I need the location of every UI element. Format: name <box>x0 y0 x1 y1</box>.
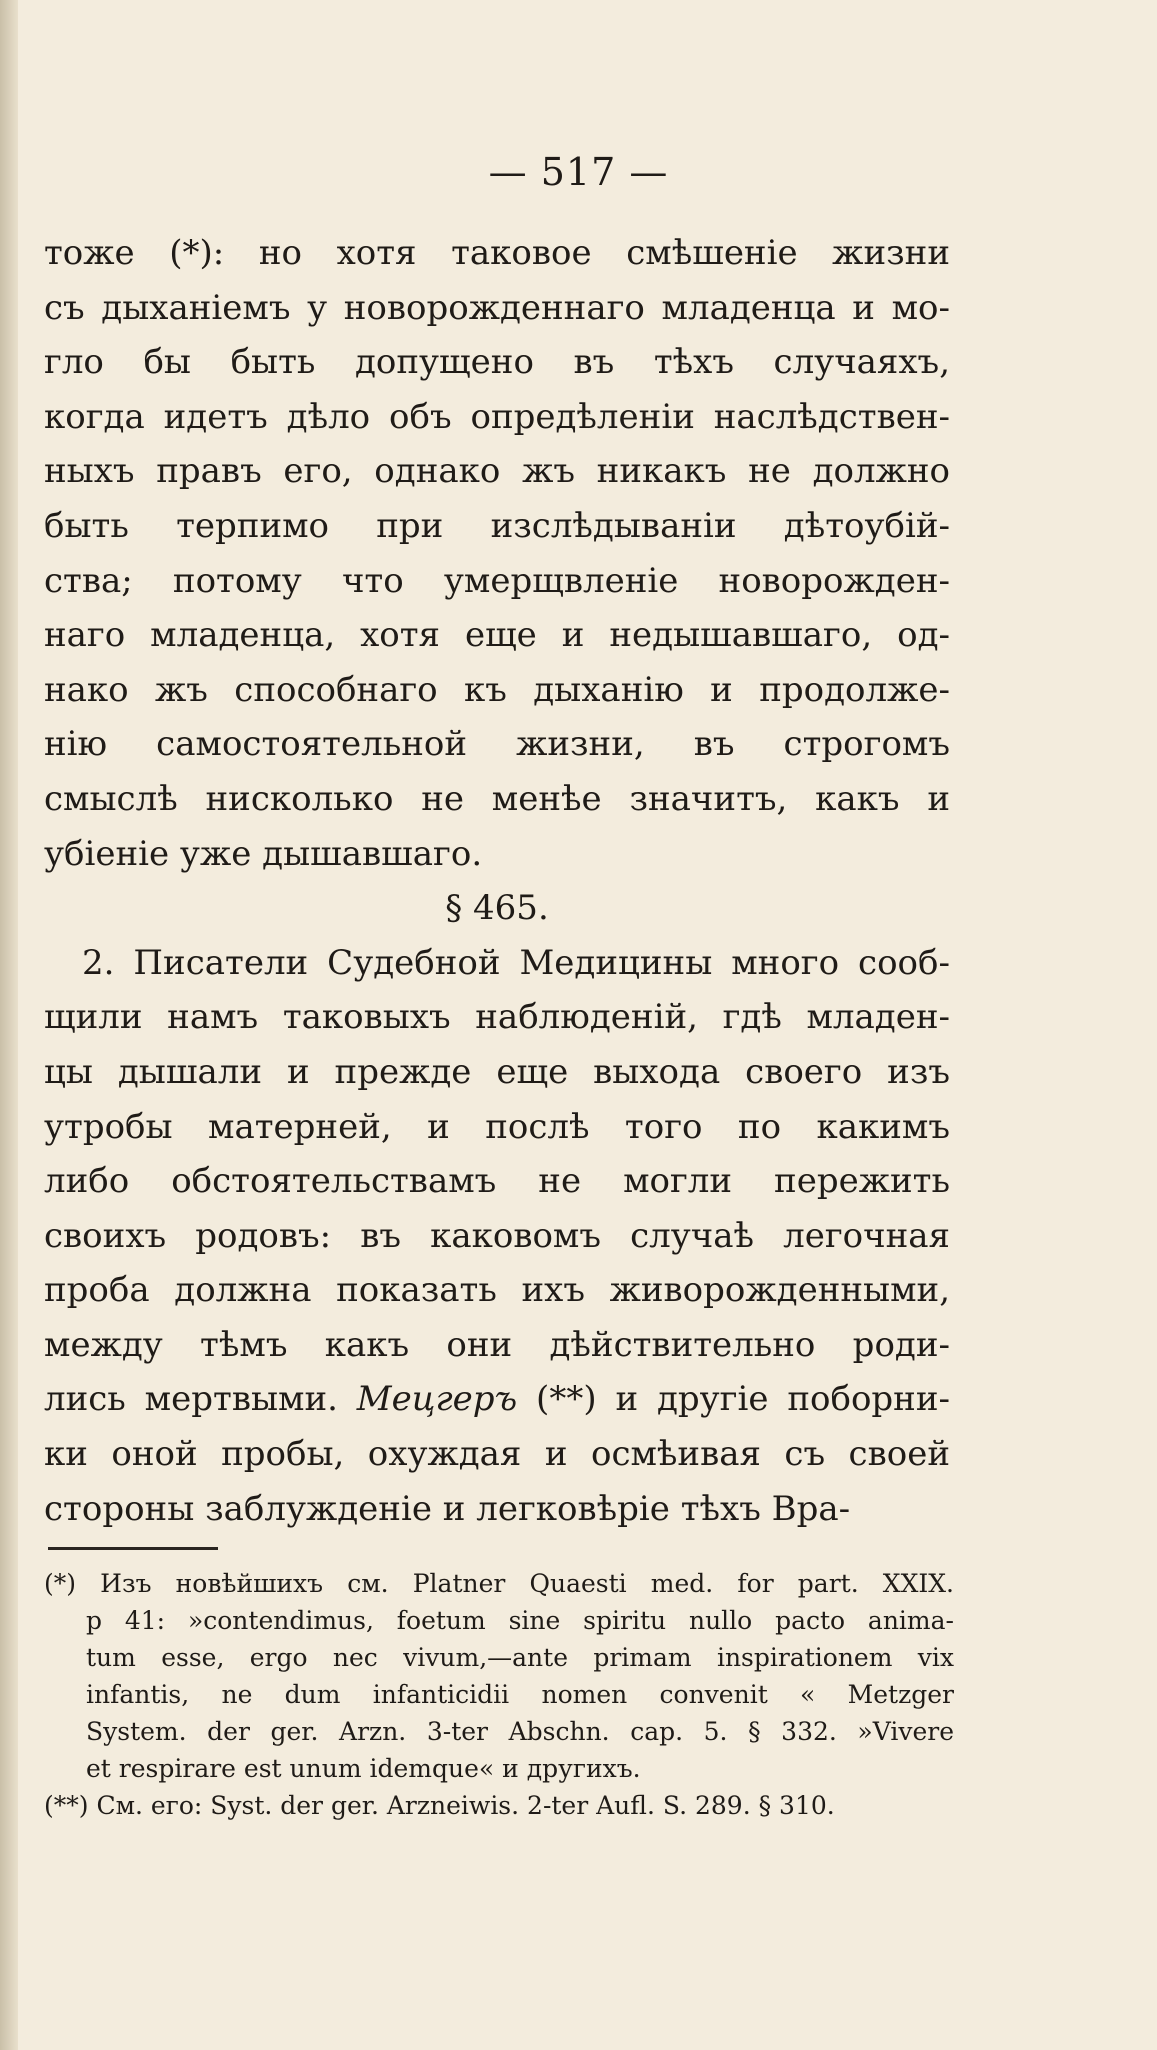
text-line: нію самостоятельной жизни, въ строгомъ <box>44 724 950 765</box>
text-line: ства; потому что умерщвленіе новорожден- <box>44 560 950 601</box>
text-line: ки оной пробы, охуждая и осмѣивая съ своей <box>44 1434 950 1475</box>
page-number: — 517 — <box>488 150 669 194</box>
text-line: когда идетъ дѣло объ опредѣленіи наслѣдствен- <box>44 396 950 437</box>
text-line: утробы матерней, и послѣ того по какимъ <box>44 1106 950 1147</box>
text-line: тоже (*): но хотя таковое смѣшеніе жизни <box>44 233 950 273</box>
text-line: стороны заблужденіе и легковѣріе тѣхъ Вра- <box>44 1488 851 1529</box>
text-line: съ дыханіемъ у новорожденнаго младенца и мо- <box>44 287 950 328</box>
text-fragment: лись мертвыми. <box>44 1379 357 1420</box>
footnote-line: p 41: »contendimus, foetum sine spiritu nullo pacto anima- <box>86 1606 954 1635</box>
text-line: убіеніе уже дышавшаго. <box>44 833 483 874</box>
footnote-line: tum esse, ergo nec vivum,—ante primam inspirationem vix <box>86 1643 954 1672</box>
text-line: цы дышали и прежде еще выхода своего изъ <box>44 1051 950 1092</box>
text-line <box>44 1372 950 1427</box>
footnote-line: (*) Изъ новѣйшихъ см. Platner Quaesti med. for part. XXIX. <box>44 1569 954 1598</box>
text-line: нако жъ способнаго къ дыханію и продолже- <box>44 669 950 710</box>
page-edge-shadow <box>0 0 18 2050</box>
text-line: быть терпимо при изслѣдываніи дѣтоубій- <box>44 505 950 546</box>
footnote-line: System. der ger. Arzn. 3-ter Abschn. cap. 5. § 332. »Vivere <box>86 1717 954 1746</box>
footnote-line: infantis, ne dum infanticidii nomen convenit « Metzger <box>86 1680 954 1709</box>
text-line: гло бы быть допущено въ тѣхъ случаяхъ, <box>44 342 950 383</box>
footnote-line: et respirare est unum idemque« и другихъ. <box>86 1754 641 1783</box>
text-line: смыслѣ нисколько не менѣе значитъ, какъ и <box>44 778 950 819</box>
footnote-line: (**) См. его: Syst. der ger. Arzneiwis. 2-ter Aufl. S. 289. § 310. <box>44 1791 835 1820</box>
text-line: 2. Писатели Судебной Медицины много сооб- <box>82 942 950 983</box>
section-heading: § 465. <box>445 888 549 929</box>
text-line: своихъ родовъ: въ каковомъ случаѣ легочная <box>44 1215 950 1256</box>
footnotes <box>44 1565 954 1824</box>
text-line: щили намъ таковыхъ наблюденій, гдѣ младен- <box>44 997 950 1038</box>
text-line: ныхъ правъ его, однако жъ никакъ не должно <box>44 451 950 492</box>
main-text <box>44 226 950 1536</box>
text-line: наго младенца, хотя еще и недышавшаго, од- <box>44 615 950 656</box>
text-line: между тѣмъ какъ они дѣйствительно роди- <box>44 1324 950 1365</box>
author-name-italic: Мецгеръ <box>356 1379 518 1420</box>
text-line: либо обстоятельствамъ не могли пережить <box>44 1161 950 1202</box>
text-line: проба должна показать ихъ живорожденными, <box>44 1270 950 1311</box>
footnote-divider <box>48 1547 218 1550</box>
text-fragment: (**) и другіе поборни- <box>517 1379 950 1420</box>
